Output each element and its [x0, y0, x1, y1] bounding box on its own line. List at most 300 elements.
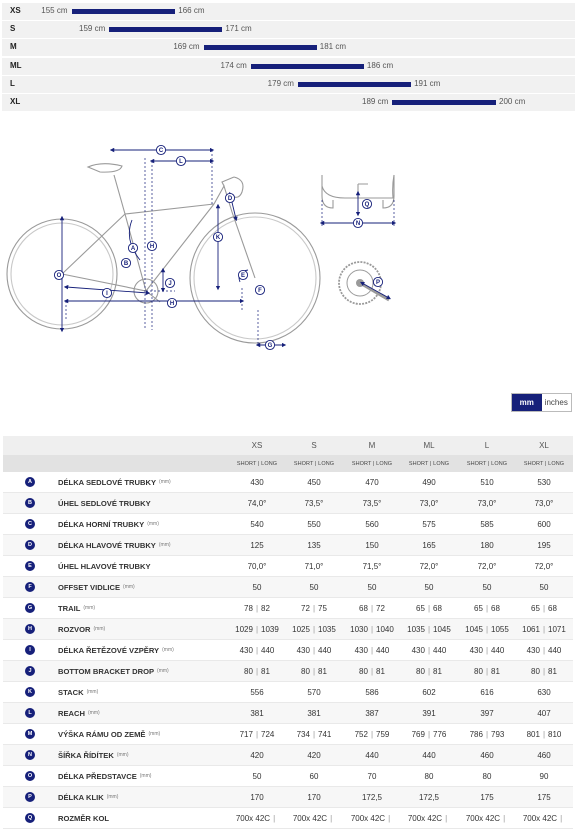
max-height-label: 186 cm [366, 60, 394, 70]
value-separator: | [485, 666, 489, 676]
size-label: ML [10, 60, 22, 70]
value-separator: | [312, 624, 316, 634]
value-cell: 70 [367, 771, 377, 781]
parameter-name [58, 472, 171, 492]
value-cell: 556 [250, 687, 264, 697]
min-height-label: 174 cm [220, 60, 247, 70]
dim-label-a [128, 243, 137, 252]
table-row [3, 787, 573, 808]
row-key-badge: N [25, 750, 35, 760]
value-separator: | [427, 666, 431, 676]
short-value: 80 [474, 666, 483, 676]
short-value: 80 [301, 666, 310, 676]
geometry-table [3, 436, 573, 829]
value-cell [516, 640, 573, 660]
svg-text:F: F [258, 288, 262, 295]
value-cell: 397 [480, 708, 494, 718]
value-cell: 460 [480, 750, 494, 760]
value-cell: 470 [365, 477, 379, 487]
bike-drawing [7, 164, 320, 343]
table-row [3, 640, 573, 661]
value-cell: 575 [422, 519, 436, 529]
value-cell: 135 [307, 540, 321, 550]
parameter-unit: (mm) [148, 731, 161, 737]
size-row-s [2, 21, 575, 38]
svg-text:N: N [355, 221, 361, 228]
value-cell [229, 661, 286, 681]
value-cell: 60 [309, 771, 319, 781]
unit-inches-button[interactable]: inches [542, 394, 572, 411]
dim-label-i [102, 288, 111, 297]
value-cell: 540 [250, 519, 264, 529]
short-value: 700x 42C [235, 813, 271, 823]
value-separator: | [485, 603, 489, 613]
value-separator: | [427, 729, 431, 739]
dim-label-k [213, 232, 222, 241]
value-cell [344, 640, 401, 660]
value-cell [286, 640, 343, 660]
value-cell [459, 619, 516, 639]
value-cell [516, 724, 573, 744]
value-separator: | [255, 645, 259, 655]
value-cell [344, 724, 401, 744]
value-cell [344, 808, 401, 828]
short-value: 1035 [407, 624, 425, 634]
value-cell [459, 724, 516, 744]
value-cell: 73,5° [362, 498, 382, 508]
parameter-name [58, 661, 169, 681]
row-key-badge: H [25, 624, 35, 634]
geometry-table-body [3, 472, 573, 829]
short-value: 430 [469, 645, 483, 655]
dim-label-l [176, 156, 185, 165]
value-cell: 430 [250, 477, 264, 487]
short-value: 1030 [350, 624, 368, 634]
size-column-header: L [484, 441, 490, 450]
parameter-unit: (mm) [157, 668, 169, 674]
dim-label-h [147, 241, 156, 250]
table-row [3, 619, 573, 640]
rider-height-size-chart [0, 0, 577, 113]
parameter-unit: (mm) [158, 542, 171, 548]
parameter-unit: (mm) [123, 584, 135, 590]
svg-text:J: J [168, 281, 172, 288]
value-cell: 550 [307, 519, 321, 529]
short-value: 700x 42C [407, 813, 443, 823]
parameter-name [58, 514, 159, 534]
svg-text:L: L [179, 159, 183, 166]
row-key-badge: P [25, 792, 35, 802]
value-cell [516, 598, 573, 618]
value-cell: 180 [480, 540, 494, 550]
value-cell: 50 [424, 582, 434, 592]
parameter-label: DÉLKA SEDLOVÉ TRUBKY [58, 477, 157, 487]
value-separator: | [370, 729, 374, 739]
short-value: 700x 42C [465, 813, 501, 823]
long-value: 440 [376, 645, 390, 655]
long-value: 81 [491, 666, 500, 676]
short-value: 430 [296, 645, 310, 655]
max-height-label: 181 cm [319, 42, 346, 52]
parameter-name [58, 766, 151, 786]
long-value: 75 [318, 603, 327, 613]
row-key-badge: G [25, 603, 35, 613]
size-column-header: XS [251, 441, 263, 450]
short-value: 65 [474, 603, 483, 613]
value-cell: 391 [422, 708, 436, 718]
long-value: 810 [548, 729, 562, 739]
min-height-label: 155 cm [41, 6, 68, 15]
long-value: 724 [261, 729, 275, 739]
value-separator: | [255, 603, 259, 613]
parameter-name [58, 745, 129, 765]
value-cell: 600 [537, 519, 551, 529]
long-value: 82 [261, 603, 270, 613]
value-separator: | [560, 813, 563, 823]
parameter-label: VÝŠKA RÁMU OD ZEMĚ [58, 729, 146, 739]
dim-label-g [265, 340, 274, 349]
short-value: 752 [354, 729, 368, 739]
value-cell [229, 619, 286, 639]
value-separator: | [312, 666, 316, 676]
value-cell: 72,0° [534, 561, 554, 571]
size-row-m [2, 39, 575, 56]
value-cell: 170 [250, 792, 264, 802]
parameter-label: STACK [58, 687, 84, 697]
parameter-unit: (mm) [93, 626, 106, 632]
value-separator: | [330, 813, 333, 823]
value-cell: 72,0° [477, 561, 497, 571]
short-long-subheader: SHORT | LONG [523, 460, 565, 467]
value-separator: | [445, 813, 448, 823]
unit-mm-button[interactable]: mm [512, 394, 542, 411]
value-cell: 560 [365, 519, 379, 529]
value-separator: | [542, 729, 546, 739]
value-separator: | [370, 603, 374, 613]
value-cell: 420 [307, 750, 321, 760]
value-cell [516, 661, 573, 681]
dim-label-f [255, 285, 264, 294]
value-separator: | [485, 645, 489, 655]
value-separator: | [388, 813, 391, 823]
value-cell: 530 [537, 477, 551, 487]
value-cell: 387 [365, 708, 379, 718]
long-value: 1071 [548, 624, 566, 634]
short-long-header-row [3, 455, 573, 472]
value-cell: 175 [480, 792, 494, 802]
long-value: 81 [548, 666, 557, 676]
parameter-label: ÚHEL SEDLOVÉ TRUBKY [58, 498, 151, 508]
value-separator: | [542, 603, 546, 613]
value-cell: 381 [250, 708, 264, 718]
row-key-badge: M [25, 729, 35, 739]
value-cell: 80 [482, 771, 492, 781]
short-value: 430 [411, 645, 425, 655]
parameter-unit: (mm) [106, 794, 119, 800]
value-cell: 381 [307, 708, 321, 718]
svg-text:B: B [123, 261, 129, 268]
parameter-label: TRAIL [58, 603, 81, 613]
value-cell: 50 [367, 582, 377, 592]
value-cell: 440 [365, 750, 379, 760]
parameter-label: ÚHEL HLAVOVÉ TRUBKY [58, 561, 151, 571]
value-cell [344, 661, 401, 681]
svg-text:D: D [227, 196, 233, 203]
value-cell [229, 598, 286, 618]
short-value: 80 [416, 666, 425, 676]
long-value: 1045 [433, 624, 451, 634]
short-value: 78 [244, 603, 253, 613]
value-cell: 602 [422, 687, 436, 697]
value-separator: | [427, 603, 431, 613]
short-value: 700x 42C [350, 813, 386, 823]
parameter-label: OFFSET VIDLICE [58, 582, 121, 592]
size-label: L [10, 78, 15, 88]
short-value: 430 [526, 645, 540, 655]
short-value: 1025 [292, 624, 310, 634]
parameter-name [58, 787, 118, 807]
height-range-bar [72, 9, 176, 14]
value-cell: 70,0° [247, 561, 267, 571]
geometry-diagram [0, 120, 577, 375]
parameter-name [58, 493, 151, 513]
row-key-badge: D [25, 540, 35, 550]
parameter-name [58, 556, 151, 576]
short-long-subheader: SHORT | LONG [351, 460, 393, 467]
short-value: 430 [239, 645, 253, 655]
value-cell [286, 724, 343, 744]
short-value: 717 [239, 729, 253, 739]
max-height-label: 200 cm [499, 97, 526, 106]
min-height-label: 179 cm [267, 78, 294, 88]
max-height-label: 191 cm [414, 78, 441, 88]
short-value: 1045 [465, 624, 483, 634]
short-value: 68 [359, 603, 368, 613]
value-separator: | [255, 729, 259, 739]
long-value: 68 [433, 603, 442, 613]
parameter-name [58, 682, 98, 702]
svg-text:C: C [158, 148, 164, 155]
value-separator: | [370, 624, 374, 634]
row-key-badge: F [25, 582, 35, 592]
unit-toggle[interactable] [511, 393, 572, 412]
parameter-name [58, 577, 135, 597]
value-separator: | [312, 645, 316, 655]
dim-label-p [373, 277, 382, 286]
svg-text:A: A [130, 246, 136, 253]
short-value: 700x 42C [292, 813, 328, 823]
long-value: 1035 [318, 624, 336, 634]
value-cell [459, 598, 516, 618]
table-row [3, 766, 573, 787]
size-column-header: S [311, 441, 317, 450]
long-value: 440 [548, 645, 562, 655]
parameter-name [58, 808, 109, 828]
value-cell [229, 640, 286, 660]
table-row [3, 808, 573, 829]
dim-label-d [225, 193, 234, 202]
value-separator: | [427, 645, 431, 655]
parameter-unit: (mm) [147, 521, 159, 527]
svg-text:I: I [106, 291, 108, 298]
value-separator: | [312, 729, 316, 739]
value-cell: 150 [365, 540, 379, 550]
parameter-unit: (mm) [162, 647, 174, 653]
dim-label-q [362, 199, 371, 208]
value-cell [401, 724, 458, 744]
value-cell: 440 [422, 750, 436, 760]
parameter-unit: (mm) [159, 479, 171, 485]
long-value: 1040 [376, 624, 394, 634]
short-long-subheader: SHORT | LONG [466, 460, 508, 467]
value-cell [344, 598, 401, 618]
value-separator: | [427, 624, 431, 634]
value-cell: 510 [480, 477, 494, 487]
max-height-label: 171 cm [225, 24, 252, 34]
short-value: 80 [359, 666, 368, 676]
height-range-bar [204, 45, 317, 50]
value-cell: 630 [537, 687, 551, 697]
value-separator: | [370, 666, 374, 676]
value-separator: | [255, 624, 259, 634]
svg-text:H: H [149, 244, 155, 251]
parameter-name [58, 598, 95, 618]
row-key-badge: O [25, 771, 35, 781]
parameter-label: DÉLKA KLIK [58, 792, 104, 802]
row-key-badge: B [25, 498, 35, 508]
value-cell: 586 [365, 687, 379, 697]
long-value: 741 [318, 729, 332, 739]
value-cell: 90 [539, 771, 549, 781]
long-value: 81 [376, 666, 385, 676]
size-row-xs [2, 3, 575, 20]
table-row [3, 724, 573, 745]
short-long-subheader: SHORT | LONG [236, 460, 278, 467]
value-cell: 71,5° [362, 561, 382, 571]
value-cell: 490 [422, 477, 436, 487]
row-key-badge: Q [25, 813, 35, 823]
dim-label-h [167, 298, 176, 307]
long-value: 1055 [491, 624, 509, 634]
dim-label-j [165, 278, 174, 287]
value-separator: | [542, 645, 546, 655]
value-cell [286, 598, 343, 618]
value-cell: 585 [480, 519, 494, 529]
row-key-badge: C [25, 519, 35, 529]
parameter-name [58, 535, 171, 555]
short-value: 430 [354, 645, 368, 655]
value-cell [401, 619, 458, 639]
size-label: XL [10, 97, 21, 106]
short-value: 1061 [522, 624, 540, 634]
short-long-subheader: SHORT | LONG [293, 460, 335, 467]
height-range-bar [251, 64, 364, 69]
short-value: 65 [416, 603, 425, 613]
value-separator: | [255, 666, 259, 676]
parameter-label: ROZMĚR KOL [58, 813, 110, 823]
table-row [3, 556, 573, 577]
value-cell: 50 [252, 582, 262, 592]
dim-label-o [54, 270, 63, 279]
long-value: 81 [433, 666, 442, 676]
row-key-badge: I [25, 645, 35, 655]
parameter-unit: (mm) [88, 710, 100, 716]
size-column-header: ML [423, 441, 435, 450]
value-cell: 172,5 [361, 792, 383, 802]
value-separator: | [542, 624, 546, 634]
long-value: 793 [491, 729, 505, 739]
value-separator: | [312, 603, 316, 613]
long-value: 68 [548, 603, 557, 613]
parameter-unit: (mm) [86, 689, 99, 695]
size-header-row [3, 436, 573, 455]
long-value: 776 [433, 729, 447, 739]
value-cell [459, 640, 516, 660]
parameter-unit: (mm) [116, 752, 129, 758]
table-row [3, 598, 573, 619]
svg-text:G: G [267, 343, 273, 350]
parameter-label: BOTTOM BRACKET DROP [58, 666, 155, 676]
top-tube [125, 204, 214, 214]
parameter-unit: (mm) [83, 605, 96, 611]
row-key-badge: K [25, 687, 35, 697]
value-cell: 420 [250, 750, 264, 760]
value-cell [459, 661, 516, 681]
value-cell: 450 [307, 477, 321, 487]
value-cell [344, 619, 401, 639]
size-row-ml [2, 58, 575, 75]
value-cell: 50 [482, 582, 492, 592]
svg-text:O: O [56, 273, 62, 280]
value-cell: 175 [537, 792, 551, 802]
row-key-badge: E [25, 561, 35, 571]
parameter-label: DÉLKA HORNÍ TRUBKY [58, 519, 145, 529]
svg-text:P: P [375, 280, 381, 287]
short-value: 700x 42C [522, 813, 558, 823]
table-row [3, 745, 573, 766]
short-value: 80 [244, 666, 253, 676]
value-cell: 570 [307, 687, 321, 697]
size-row-l [2, 76, 575, 93]
size-label: XS [10, 6, 21, 15]
dimension-lines [62, 150, 284, 345]
value-cell [401, 640, 458, 660]
long-value: 68 [491, 603, 500, 613]
table-row [3, 577, 573, 598]
value-separator: | [485, 729, 489, 739]
long-value: 440 [261, 645, 275, 655]
svg-text:H: H [169, 301, 175, 308]
table-row [3, 703, 573, 724]
min-height-label: 159 cm [79, 24, 106, 34]
height-range-bar [109, 27, 222, 32]
parameter-name [58, 619, 105, 639]
value-cell [286, 661, 343, 681]
value-cell [516, 808, 573, 828]
parameter-label: DÉLKA PŘEDSTAVCE [58, 771, 137, 781]
dim-label-b [121, 258, 130, 267]
parameter-unit: (mm) [139, 773, 152, 779]
value-cell: 73,0° [477, 498, 497, 508]
value-cell: 74,0° [247, 498, 267, 508]
parameter-name [58, 640, 174, 660]
value-cell: 50 [252, 771, 262, 781]
short-value: 65 [531, 603, 540, 613]
short-value: 769 [411, 729, 425, 739]
parameter-label: REACH [58, 708, 86, 718]
dim-label-c [156, 145, 165, 154]
parameter-name [58, 724, 160, 744]
